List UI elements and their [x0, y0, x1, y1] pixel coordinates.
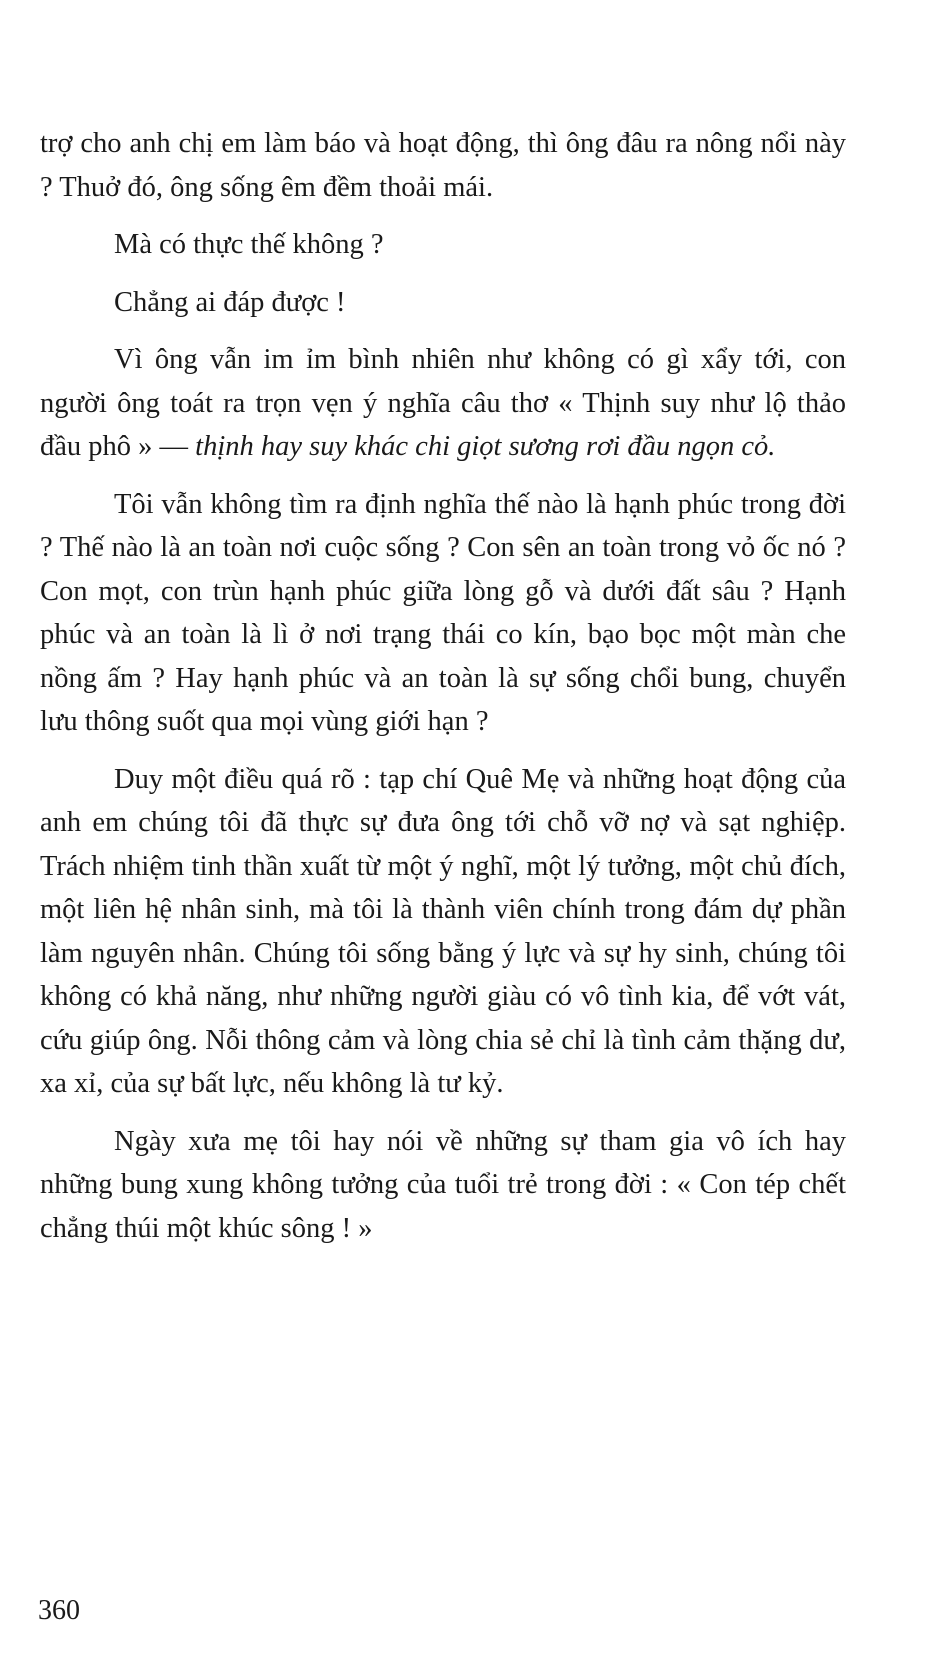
page-number: 360 — [38, 1595, 80, 1626]
paragraph-poem-text: Vì ông vẫn im ỉm bình nhiên như không có gì xẩy tới, con người ông toát ra trọn vẹn ý nghĩa câu thơ « Thịnh suy như lộ thảo đầu phô » — — [40, 344, 846, 462]
body-text — [40, 122, 846, 1264]
paragraph-question: Mà có thực thế không ? — [114, 229, 384, 260]
paragraph-answer: Chẳng ai đáp được ! — [114, 286, 346, 318]
paragraph-mother-saying: Ngày xưa mẹ tôi hay nói về những sự tham gia vô ích hay những bung xung không tưởng của tuổi trẻ trong đời : « Con tép chết chẳng thúi một khúc sông ! » — [40, 1125, 846, 1244]
paragraph-happiness: Tôi vẫn không tìm ra định nghĩa thế nào là hạnh phúc trong đời ? Thế nào là an toàn nơi cuộc sống ? Con sên an toàn trong vỏ ốc nó ? Con mọt, con trùn hạnh phúc giữa lòng gỗ và dưới đất sâu ? Hạnh phúc và an toàn là lì ở nơi trạng thái co kín, bạo bọc một màn che nồng ấm ? Hay hạnh phúc và an toàn là sự sống chổi bung, chuyển lưu thông suốt qua mọi vùng giới hạn ? — [40, 488, 846, 737]
paragraph-que-me: Duy một điều quá rõ : tạp chí Quê Mẹ và những hoạt động của anh em chúng tôi đã thực sự đưa ông tới chỗ vỡ nợ và sạt nghiệp. Trách nhiệm tinh thần xuất từ một ý nghĩ, một lý tưởng, một chủ đích, một liên hệ nhân sinh, mà tôi là thành viên chính trong đám dự phần làm nguyên nhân. Chúng tôi sống bằng ý lực và sự hy sinh, chúng tôi không có khả năng, như những người giàu có vô tình kia, để vớt vát, cứu giúp ông. Nỗi thông cảm và lòng chia sẻ chỉ là tình cảm thặng dư, xa xỉ, của sự bất lực, nếu không là tư kỷ. — [40, 763, 846, 1099]
paragraph-poem-translation: thịnh hay suy khác chi giọt sương rơi đầu ngọn cỏ. — [195, 431, 776, 462]
paragraph-poem-meaning — [40, 338, 846, 469]
paragraph-continuation: trợ cho anh chị em làm báo và hoạt động, thì ông đâu ra nông nổi này ? Thuở đó, ông sống êm đềm thoải mái. — [40, 128, 846, 203]
